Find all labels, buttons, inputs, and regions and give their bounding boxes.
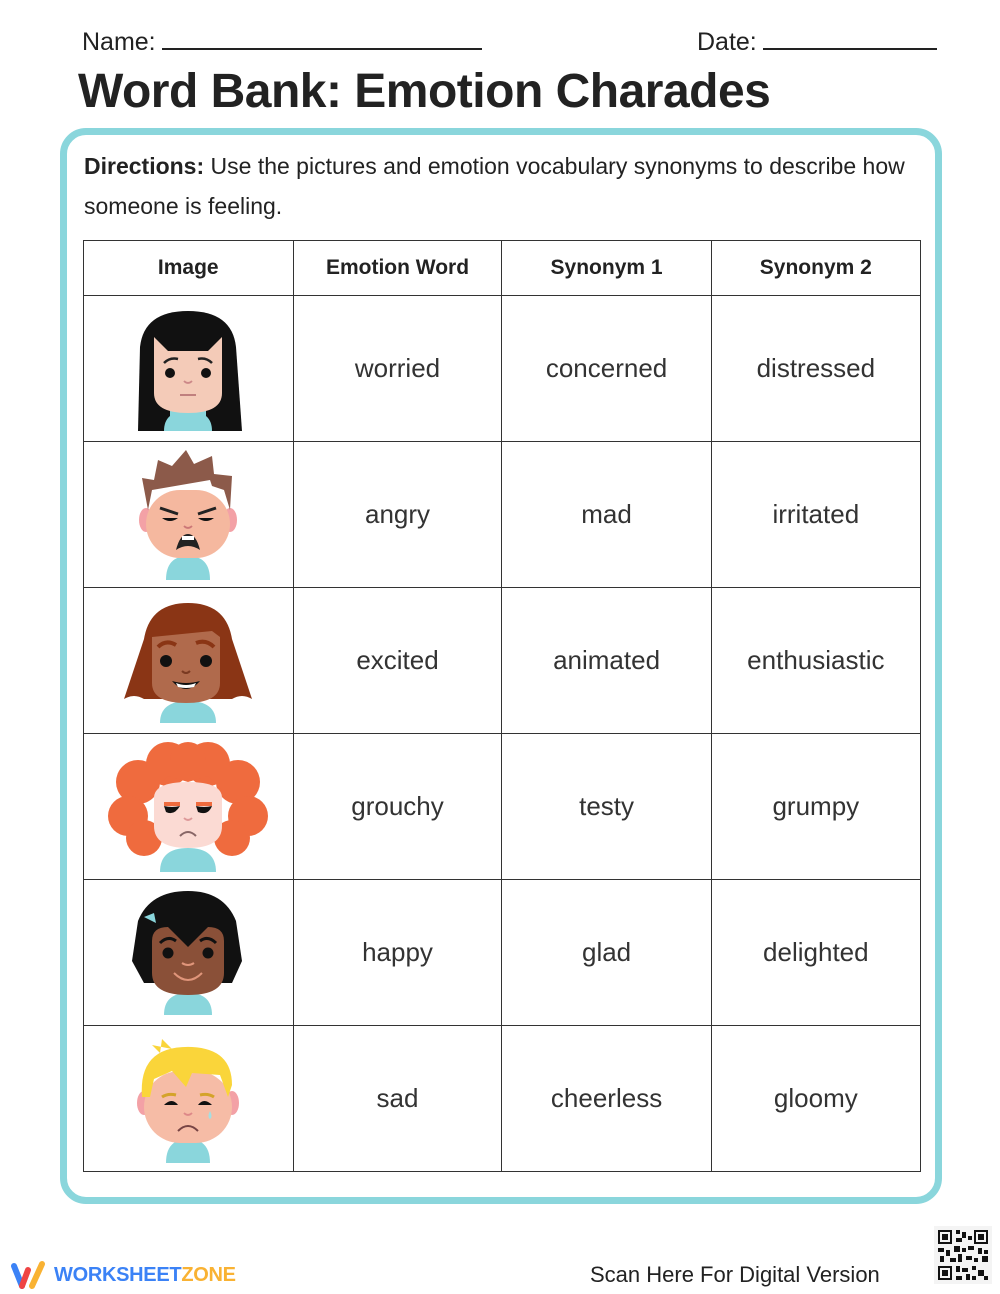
directions — [84, 146, 914, 226]
synonym-2-cell: delighted — [711, 880, 920, 1026]
worksheet-zone-logo-icon — [10, 1260, 48, 1290]
qr-code-glyph — [934, 1226, 992, 1284]
page-title: Word Bank: Emotion Charades — [78, 65, 771, 118]
directions-label: Directions: — [84, 153, 205, 179]
synonym-1-cell: animated — [502, 588, 711, 734]
table-header-row — [84, 241, 921, 296]
emotion-word-cell: grouchy — [293, 734, 502, 880]
column-header-image: Image — [84, 241, 294, 296]
word-bank-table — [83, 240, 921, 1172]
image-cell — [84, 734, 294, 880]
worksheet-zone-logo[interactable] — [10, 1260, 236, 1290]
worried-girl-icon — [132, 307, 244, 431]
table-row — [84, 1026, 921, 1172]
image-cell — [84, 588, 294, 734]
brand-worksheet: WORKSHEET — [54, 1263, 182, 1286]
emotion-word-cell: angry — [293, 442, 502, 588]
table-row — [84, 880, 921, 1026]
synonym-1-cell: testy — [502, 734, 711, 880]
name-blank-line[interactable] — [162, 26, 482, 50]
synonym-2-cell: gloomy — [711, 1026, 920, 1172]
scan-text: Scan Here For Digital Version — [590, 1262, 880, 1287]
name-label: Name: — [82, 28, 156, 56]
qr-code-icon[interactable] — [934, 1226, 992, 1284]
emotion-word-cell: happy — [293, 880, 502, 1026]
table-row — [84, 588, 921, 734]
synonym-1-cell: cheerless — [502, 1026, 711, 1172]
synonym-1-cell: glad — [502, 880, 711, 1026]
image-cell — [84, 1026, 294, 1172]
emotion-word-cell: excited — [293, 588, 502, 734]
emotion-word-cell: sad — [293, 1026, 502, 1172]
image-cell — [84, 442, 294, 588]
synonym-2-cell: grumpy — [711, 734, 920, 880]
synonym-1-cell: mad — [502, 442, 711, 588]
happy-girl-icon — [132, 891, 244, 1015]
column-header-emotion-word: Emotion Word — [293, 241, 502, 296]
grouchy-girl-icon — [108, 742, 268, 872]
date-blank-line[interactable] — [763, 26, 937, 50]
emotion-word-cell: worried — [293, 296, 502, 442]
column-header-synonym-1: Synonym 1 — [502, 241, 711, 296]
synonym-2-cell: distressed — [711, 296, 920, 442]
image-cell — [84, 296, 294, 442]
sad-boy-icon — [132, 1035, 244, 1163]
synonym-2-cell: enthusiastic — [711, 588, 920, 734]
name-field — [82, 26, 482, 57]
excited-girl-icon — [124, 599, 252, 723]
synonym-1-cell: concerned — [502, 296, 711, 442]
date-label: Date: — [697, 28, 757, 56]
brand-zone: ZONE — [181, 1263, 236, 1286]
directions-text: Use the pictures and emotion vocabulary synonyms to describe how someone is feeling. — [84, 153, 905, 219]
column-header-synonym-2: Synonym 2 — [711, 241, 920, 296]
table-row — [84, 296, 921, 442]
table-row — [84, 734, 921, 880]
synonym-2-cell: irritated — [711, 442, 920, 588]
table-row — [84, 442, 921, 588]
image-cell — [84, 880, 294, 1026]
angry-boy-icon — [132, 450, 244, 580]
date-field — [697, 26, 937, 57]
